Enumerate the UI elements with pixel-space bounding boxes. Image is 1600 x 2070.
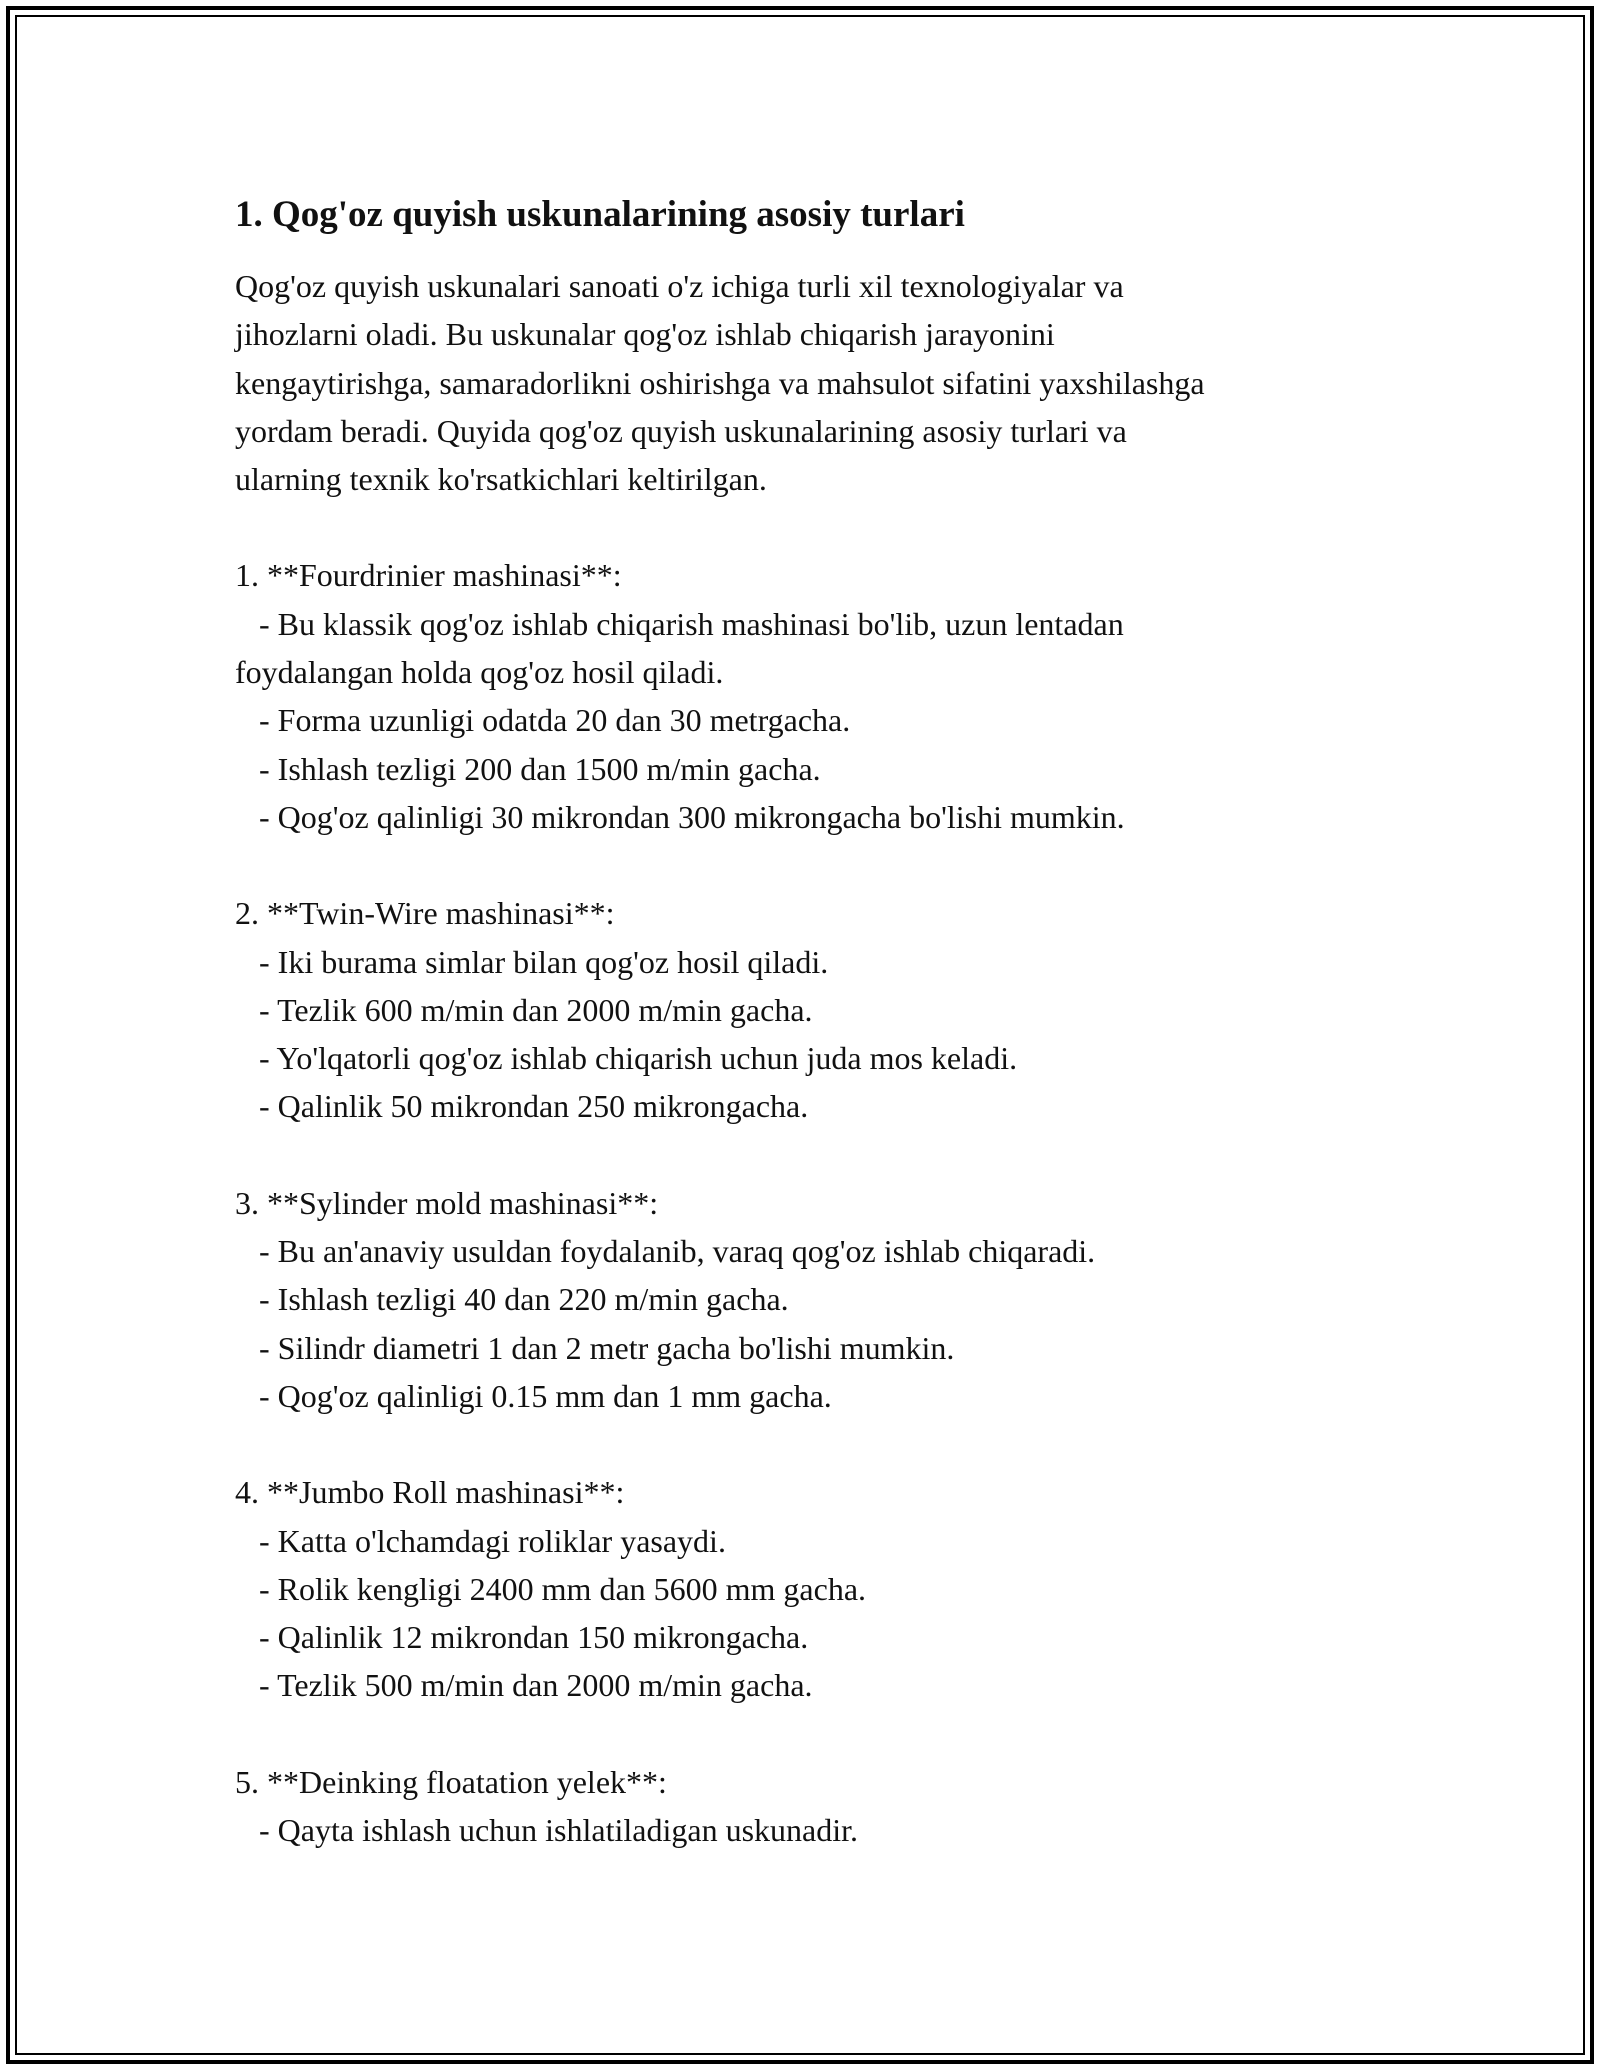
- section-line: - Bu an'anaviy usuldan foydalanib, varaq qog'oz ishlab chiqaradi.: [235, 1233, 1096, 1270]
- document-body: [235, 190, 1385, 1854]
- section-line: - Rolik kengligi 2400 mm dan 5600 mm gacha.: [235, 1570, 867, 1607]
- section-line: - Silindr diametri 1 dan 2 metr gacha bo'lishi mumkin.: [235, 1329, 955, 1366]
- section-line: - Ishlash tezligi 200 dan 1500 m/min gacha.: [235, 750, 821, 787]
- section-line: - Tezlik 600 m/min dan 2000 m/min gacha.: [235, 991, 813, 1028]
- section-2: [235, 889, 1385, 1130]
- intro-paragraph: Qog'oz quyish uskunalari sanoati o'z ichiga turli xil texnologiyalar va jihozlarni oladi. Bu uskunalar qog'oz ishlab chiqarish jarayonini kengaytirishga, samaradorlikni oshirishga va mahsulot sifatini yaxshilashga yordam beradi. Quyida qog'oz quyish uskunalarining asosiy turlari va ularning texnik ko'rsatkichlari keltirilgan.: [235, 268, 1205, 498]
- section-line: - Ishlash tezligi 40 dan 220 m/min gacha.: [235, 1281, 789, 1318]
- section-line: - Qalinlik 50 mikrondan 250 mikrongacha.: [235, 1088, 809, 1125]
- section-heading: 3. **Sylinder mold mashinasi**:: [235, 1184, 659, 1221]
- section-line: - Bu klassik qog'oz ishlab chiqarish mashinasi bo'lib, uzun lentadan: [235, 605, 1124, 642]
- section-heading: 4. **Jumbo Roll mashinasi**:: [235, 1474, 625, 1511]
- section-3: [235, 1179, 1385, 1420]
- section-line: - Iki burama simlar bilan qog'oz hosil qiladi.: [235, 943, 829, 980]
- section-line: - Qog'oz qalinligi 0.15 mm dan 1 mm gacha.: [235, 1377, 832, 1414]
- section-heading: 1. **Fourdrinier mashinasi**:: [235, 557, 622, 594]
- sections-list: [235, 551, 1385, 1854]
- section-5: [235, 1758, 1385, 1855]
- section-line: - Qog'oz qalinligi 30 mikrondan 300 mikrongacha bo'lishi mumkin.: [235, 798, 1125, 835]
- document-title: 1. Qog'oz quyish uskunalarining asosiy turlari: [235, 194, 965, 235]
- section-line: - Qalinlik 12 mikrondan 150 mikrongacha.: [235, 1619, 809, 1656]
- section-line: - Katta o'lchamdagi roliklar yasaydi.: [235, 1522, 726, 1559]
- section-line: foydalangan holda qog'oz hosil qiladi.: [235, 654, 724, 691]
- section-1: [235, 551, 1385, 841]
- section-line: - Tezlik 500 m/min dan 2000 m/min gacha.: [235, 1667, 813, 1704]
- section-line: - Qayta ishlash uchun ishlatiladigan uskunadir.: [235, 1812, 858, 1849]
- section-heading: 5. **Deinking floatation yelek**:: [235, 1763, 667, 1800]
- section-heading: 2. **Twin-Wire mashinasi**:: [235, 895, 615, 932]
- section-line: - Yo'lqatorli qog'oz ishlab chiqarish uchun juda mos keladi.: [235, 1040, 1018, 1077]
- section-line: - Forma uzunligi odatda 20 dan 30 metrgacha.: [235, 702, 851, 739]
- section-4: [235, 1468, 1385, 1709]
